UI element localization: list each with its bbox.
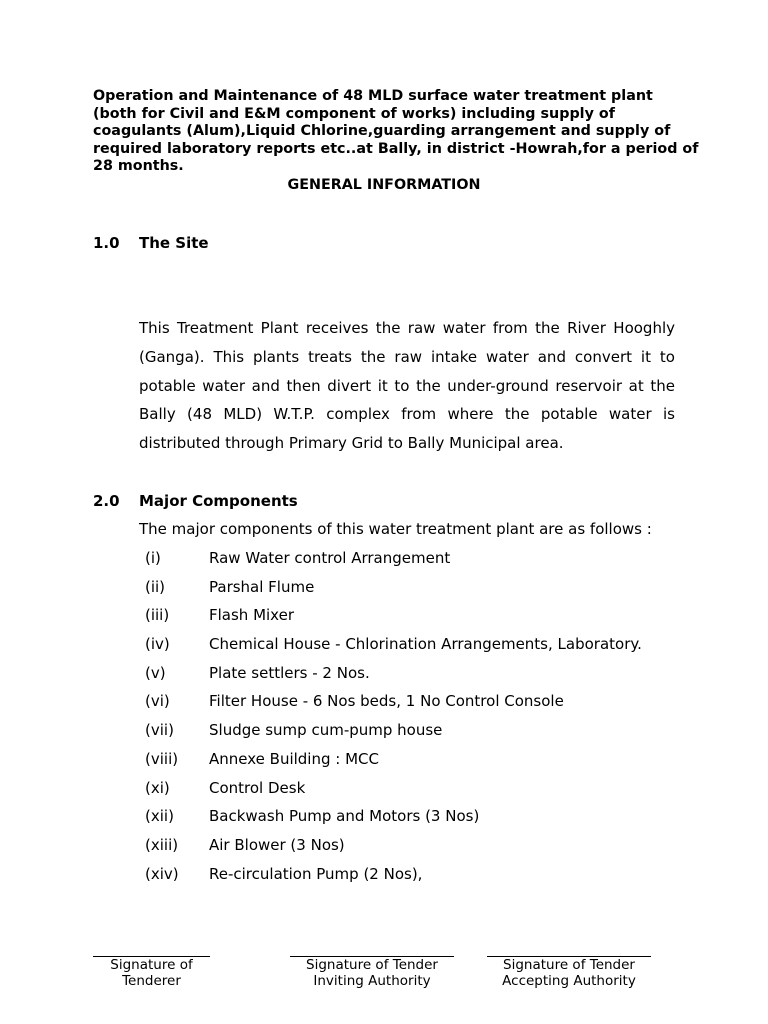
paragraph-line: Bally (48 MLD) W.T.P. complex from where the potable water is	[139, 405, 675, 424]
paragraph-line: distributed through Primary Grid to Bally Municipal area.	[139, 434, 564, 452]
item-text: Backwash Pump and Motors (3 Nos)	[209, 807, 480, 826]
section-heading-site	[93, 234, 209, 252]
section-title: Major Components	[139, 492, 298, 510]
title-line: (both for Civil and E&M component of works) including supply of	[93, 105, 615, 122]
item-text: Parshal Flume	[209, 577, 315, 596]
list-item	[145, 577, 642, 606]
item-text: Chemical House - Chlorination Arrangements, Laboratory.	[209, 635, 642, 654]
signature-accepting-authority	[487, 956, 651, 989]
section-title: The Site	[139, 234, 209, 252]
item-text: Sludge sump cum-pump house	[209, 721, 443, 740]
item-number: (i)	[145, 549, 161, 567]
paragraph-line: This Treatment Plant receives the raw water from the River Hooghly	[139, 319, 675, 337]
title-line: 28 months.	[93, 158, 184, 174]
components-intro: The major components of this water treatment plant are as follows :	[139, 520, 652, 538]
item-text: Plate settlers - 2 Nos.	[209, 663, 370, 682]
list-item	[145, 864, 642, 893]
site-paragraph	[139, 314, 675, 458]
signature-line2: Tenderer	[122, 973, 181, 989]
signature-line1: Signature of Tender	[503, 957, 635, 973]
general-information-heading: GENERAL INFORMATION	[287, 177, 481, 193]
item-number: (xiii)	[145, 835, 179, 854]
signature-line2: Inviting Authority	[313, 973, 431, 989]
list-item	[145, 605, 642, 634]
paragraph-line: potable water and then divert it to the under-ground reservoir at the	[139, 376, 675, 395]
section-number: 1.0	[93, 234, 120, 252]
document-title	[93, 88, 699, 176]
item-number: (vi)	[145, 692, 170, 711]
signature-tenderer	[93, 956, 210, 989]
signature-line1: Signature of	[110, 957, 193, 973]
signature-line2: Accepting Authority	[502, 973, 636, 989]
item-text: Flash Mixer	[209, 606, 294, 625]
list-item	[145, 720, 642, 749]
item-text: Control Desk	[209, 778, 306, 797]
list-item	[145, 548, 642, 577]
title-line: required laboratory reports etc..at Bally, in district -Howrah,for a period of	[93, 140, 699, 157]
item-number: (v)	[145, 663, 166, 682]
paragraph-line: (Ganga). This plants treats the raw intake water and convert it to	[139, 347, 675, 366]
item-text: Filter House - 6 Nos beds, 1 No Control Console	[209, 692, 564, 711]
item-number: (viii)	[145, 749, 179, 768]
section-heading-major-components	[93, 492, 298, 510]
list-item	[145, 778, 642, 807]
list-item	[145, 806, 642, 835]
list-item	[145, 691, 642, 720]
signature-inviting-authority	[290, 956, 454, 989]
item-text: Air Blower (3 Nos)	[209, 835, 345, 854]
item-number: (xiv)	[145, 864, 179, 883]
signature-line1: Signature of Tender	[306, 957, 438, 973]
section-number: 2.0	[93, 492, 120, 510]
list-item	[145, 663, 642, 692]
item-number: (xi)	[145, 778, 170, 797]
components-list	[145, 548, 642, 892]
item-number: (xii)	[145, 807, 174, 826]
item-text: Annexe Building : MCC	[209, 749, 379, 768]
item-number: (iii)	[145, 606, 170, 625]
list-item	[145, 749, 642, 778]
item-number: (ii)	[145, 577, 166, 596]
item-text: Raw Water control Arrangement	[209, 549, 451, 567]
list-item	[145, 634, 642, 663]
item-number: (vii)	[145, 721, 174, 740]
list-item	[145, 835, 642, 864]
title-line: Operation and Maintenance of 48 MLD surface water treatment plant	[93, 88, 653, 104]
item-number: (iv)	[145, 635, 170, 654]
item-text: Re-circulation Pump (2 Nos),	[209, 864, 423, 883]
title-line: coagulants (Alum),Liquid Chlorine,guarding arrangement and supply of	[93, 123, 671, 139]
